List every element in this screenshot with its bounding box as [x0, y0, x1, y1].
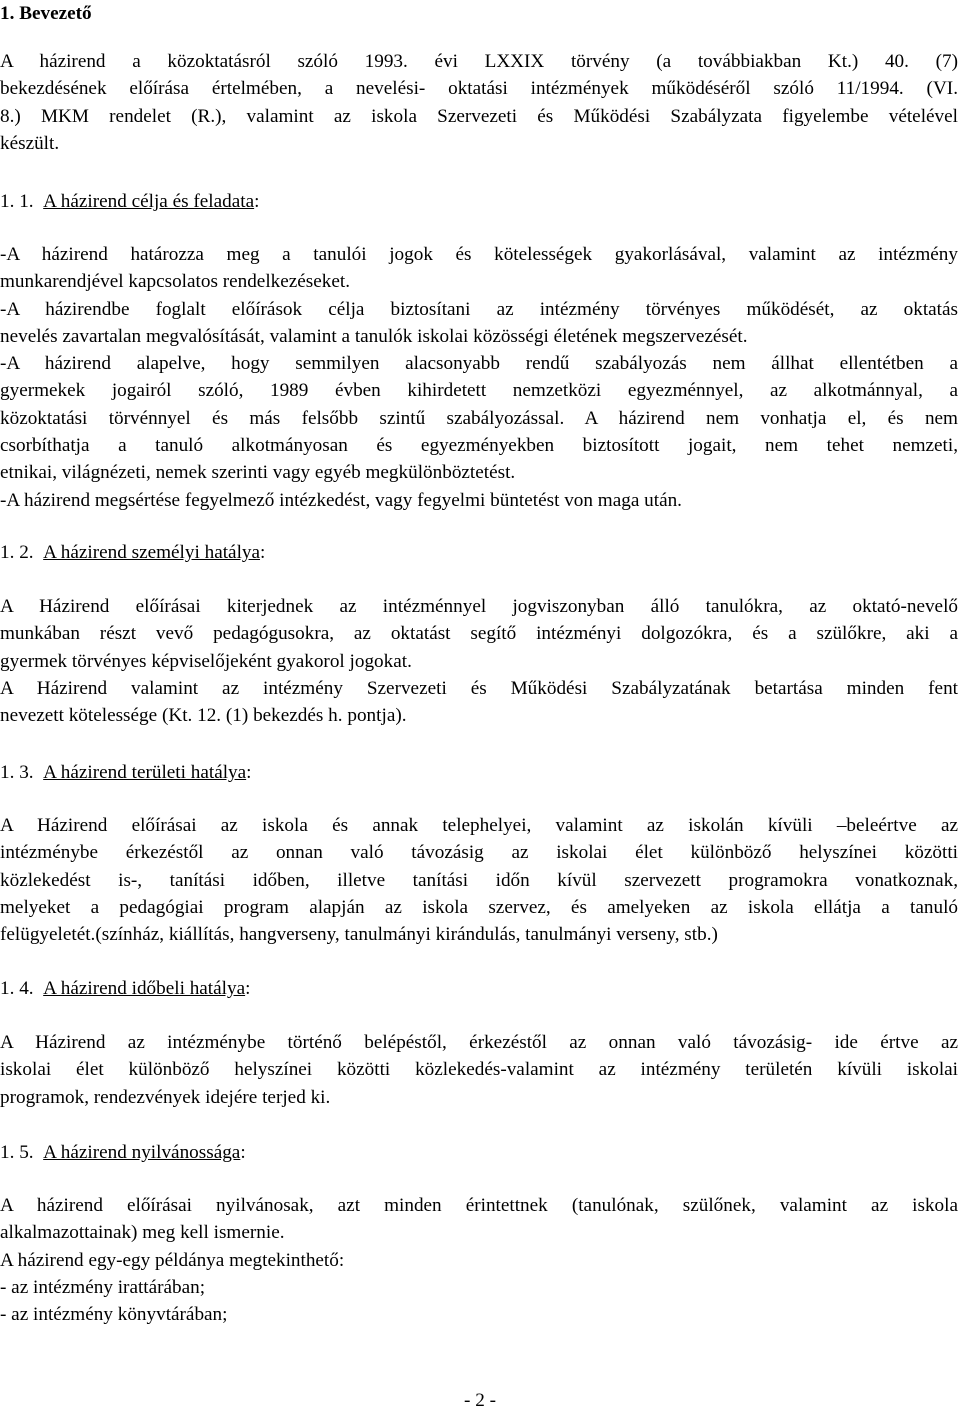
- text-line: A házirend egy-egy példánya megtekinthető:: [0, 1249, 345, 1271]
- section-number: 1. 2.: [0, 542, 34, 563]
- section-number: 1. 4.: [0, 978, 34, 999]
- text-line: nevezett kötelessége (Kt. 12. (1) bekezdés h. pontja).: [0, 705, 407, 727]
- section-heading-1-5: [0, 1139, 246, 1166]
- text-line: A Házirend előírásai kiterjednek az intézménnyel jogviszonyban álló tanulókra, az oktató-nevelő: [0, 596, 958, 617]
- text-line: A Házirend az intézménybe történő belépéstől, érkezéstől az onnan való távozásig- ide értve az: [0, 1032, 958, 1053]
- section-title: A házirend személyi hatálya: [43, 542, 261, 563]
- section-title: A házirend területi hatálya: [43, 762, 247, 783]
- page-number: - 2 -: [464, 1390, 496, 1411]
- section-1-3-body: [0, 812, 958, 948]
- section-colon: :: [254, 191, 260, 212]
- section-1-1-body: [0, 241, 958, 514]
- section-title: A házirend nyilvánossága: [43, 1142, 241, 1163]
- section-1-5-body: [0, 1192, 958, 1328]
- text-line: intézménybe érkezéstől az onnan való távozásig az iskolai élet különböző helyszínei közötti: [0, 842, 958, 864]
- text-line: gyermek törvényes képviselőjeként gyakorol jogokat.: [0, 650, 412, 672]
- section-heading-1-4: [0, 975, 250, 1002]
- text-line: közlekedést is-, tanítási időben, illetve tanítási időn kívül szervezett programokra vonatkoznak,: [0, 869, 958, 891]
- section-number: 1. 3.: [0, 762, 34, 783]
- text-line: -A házirend megsértése fegyelmező intézkedést, vagy fegyelmi büntetést von maga után.: [0, 489, 682, 511]
- text-line: melyeket a pedagógiai program alapján az iskola szervez, és amelyeken az iskola ellátja a tanuló: [0, 896, 958, 918]
- text-line: A házirend a közoktatásról szóló 1993. évi LXXIX törvény (a továbbiakban Kt.) 40. (7): [0, 51, 958, 72]
- text-line: programok, rendezvények idejére terjed ki.: [0, 1086, 331, 1108]
- section-colon: :: [246, 762, 252, 783]
- text-line: A Házirend előírásai az iskola és annak telephelyei, valamint az iskolán kívüli –beleértve az: [0, 815, 958, 836]
- text-line: készült.: [0, 132, 60, 154]
- text-line: nevelés zavartalan megvalósítását, valamint a tanulók iskolai közösségi életének megszervezését.: [0, 325, 748, 347]
- chapter-heading: 1. Bevezető: [0, 3, 92, 24]
- text-line: felügyeletét.(színház, kiállítás, hangverseny, tanulmányi kirándulás, tanulmányi verseny, stb.): [0, 924, 718, 946]
- text-line: munkarendjével kapcsolatos rendelkezéseket.: [0, 271, 351, 293]
- section-colon: :: [240, 1142, 246, 1163]
- text-line: munkában részt vevő pedagógusokra, az oktatást segítő intézményi dolgozókra, és a szülőkre, aki a: [0, 623, 958, 645]
- intro-paragraph: [0, 48, 958, 157]
- section-number: 1. 1.: [0, 191, 34, 212]
- section-heading-1-2: [0, 539, 265, 566]
- section-1-2-body: [0, 593, 958, 729]
- text-line: -A házirend alapelve, hogy semmilyen alacsonyabb rendű szabályozás nem állhat ellentétben a: [0, 353, 958, 375]
- list-item: - az intézmény irattárában;: [0, 1276, 206, 1298]
- text-line: A házirend előírásai nyilvánosak, azt minden érintettnek (tanulónak, szülőnek, valamint az iskola: [0, 1195, 958, 1216]
- text-line: alkalmazottainak) meg kell ismernie.: [0, 1222, 285, 1244]
- section-number: 1. 5.: [0, 1142, 34, 1163]
- text-line: A Házirend valamint az intézmény Szervezeti és Működési Szabályzatának betartása minden fent: [0, 677, 958, 699]
- text-line: etnikai, világnézeti, nemek szerinti vagy egyéb megkülönböztetést.: [0, 462, 516, 484]
- section-title: A házirend időbeli hatálya: [43, 978, 246, 999]
- section-heading-1-3: [0, 759, 252, 786]
- text-line: csorbíthatja a tanuló alkotmányosan és egyezményekben biztosított jogait, nem tehet nemzeti,: [0, 435, 958, 457]
- text-line: közoktatási törvénnyel és más felsőbb szintű szabályozással. A házirend nem vonhatja el, és nem: [0, 407, 958, 429]
- text-line: bekezdésének előírása értelmében, a nevelési- oktatási intézmények működéséről szóló 11/1994. (VI.: [0, 78, 958, 100]
- text-line: -A házirendbe foglalt előírások célja biztosítani az intézmény törvényes működését, az oktatás: [0, 298, 958, 320]
- list-item: - az intézmény könyvtárában;: [0, 1304, 228, 1326]
- section-colon: :: [260, 542, 266, 563]
- text-line: -A házirend határozza meg a tanulói jogok és kötelességek gyakorlásával, valamint az intézmény: [0, 244, 958, 265]
- text-line: gyermekek jogairól szóló, 1989 évben kihirdetett nemzetközi egyezménnyel, az alkotmánnyal, a: [0, 380, 958, 402]
- text-line: iskolai élet különböző helyszínei közötti közlekedés-valamint az intézmény területén kívüli iskolai: [0, 1059, 958, 1081]
- section-1-4-body: [0, 1029, 958, 1111]
- text-line: 8.) MKM rendelet (R.), valamint az iskola Szervezeti és Működési Szabályzata figyelembe vételével: [0, 105, 958, 127]
- section-colon: :: [245, 978, 251, 999]
- section-title: A házirend célja és feladata: [43, 191, 255, 212]
- section-heading-1-1: [0, 188, 259, 215]
